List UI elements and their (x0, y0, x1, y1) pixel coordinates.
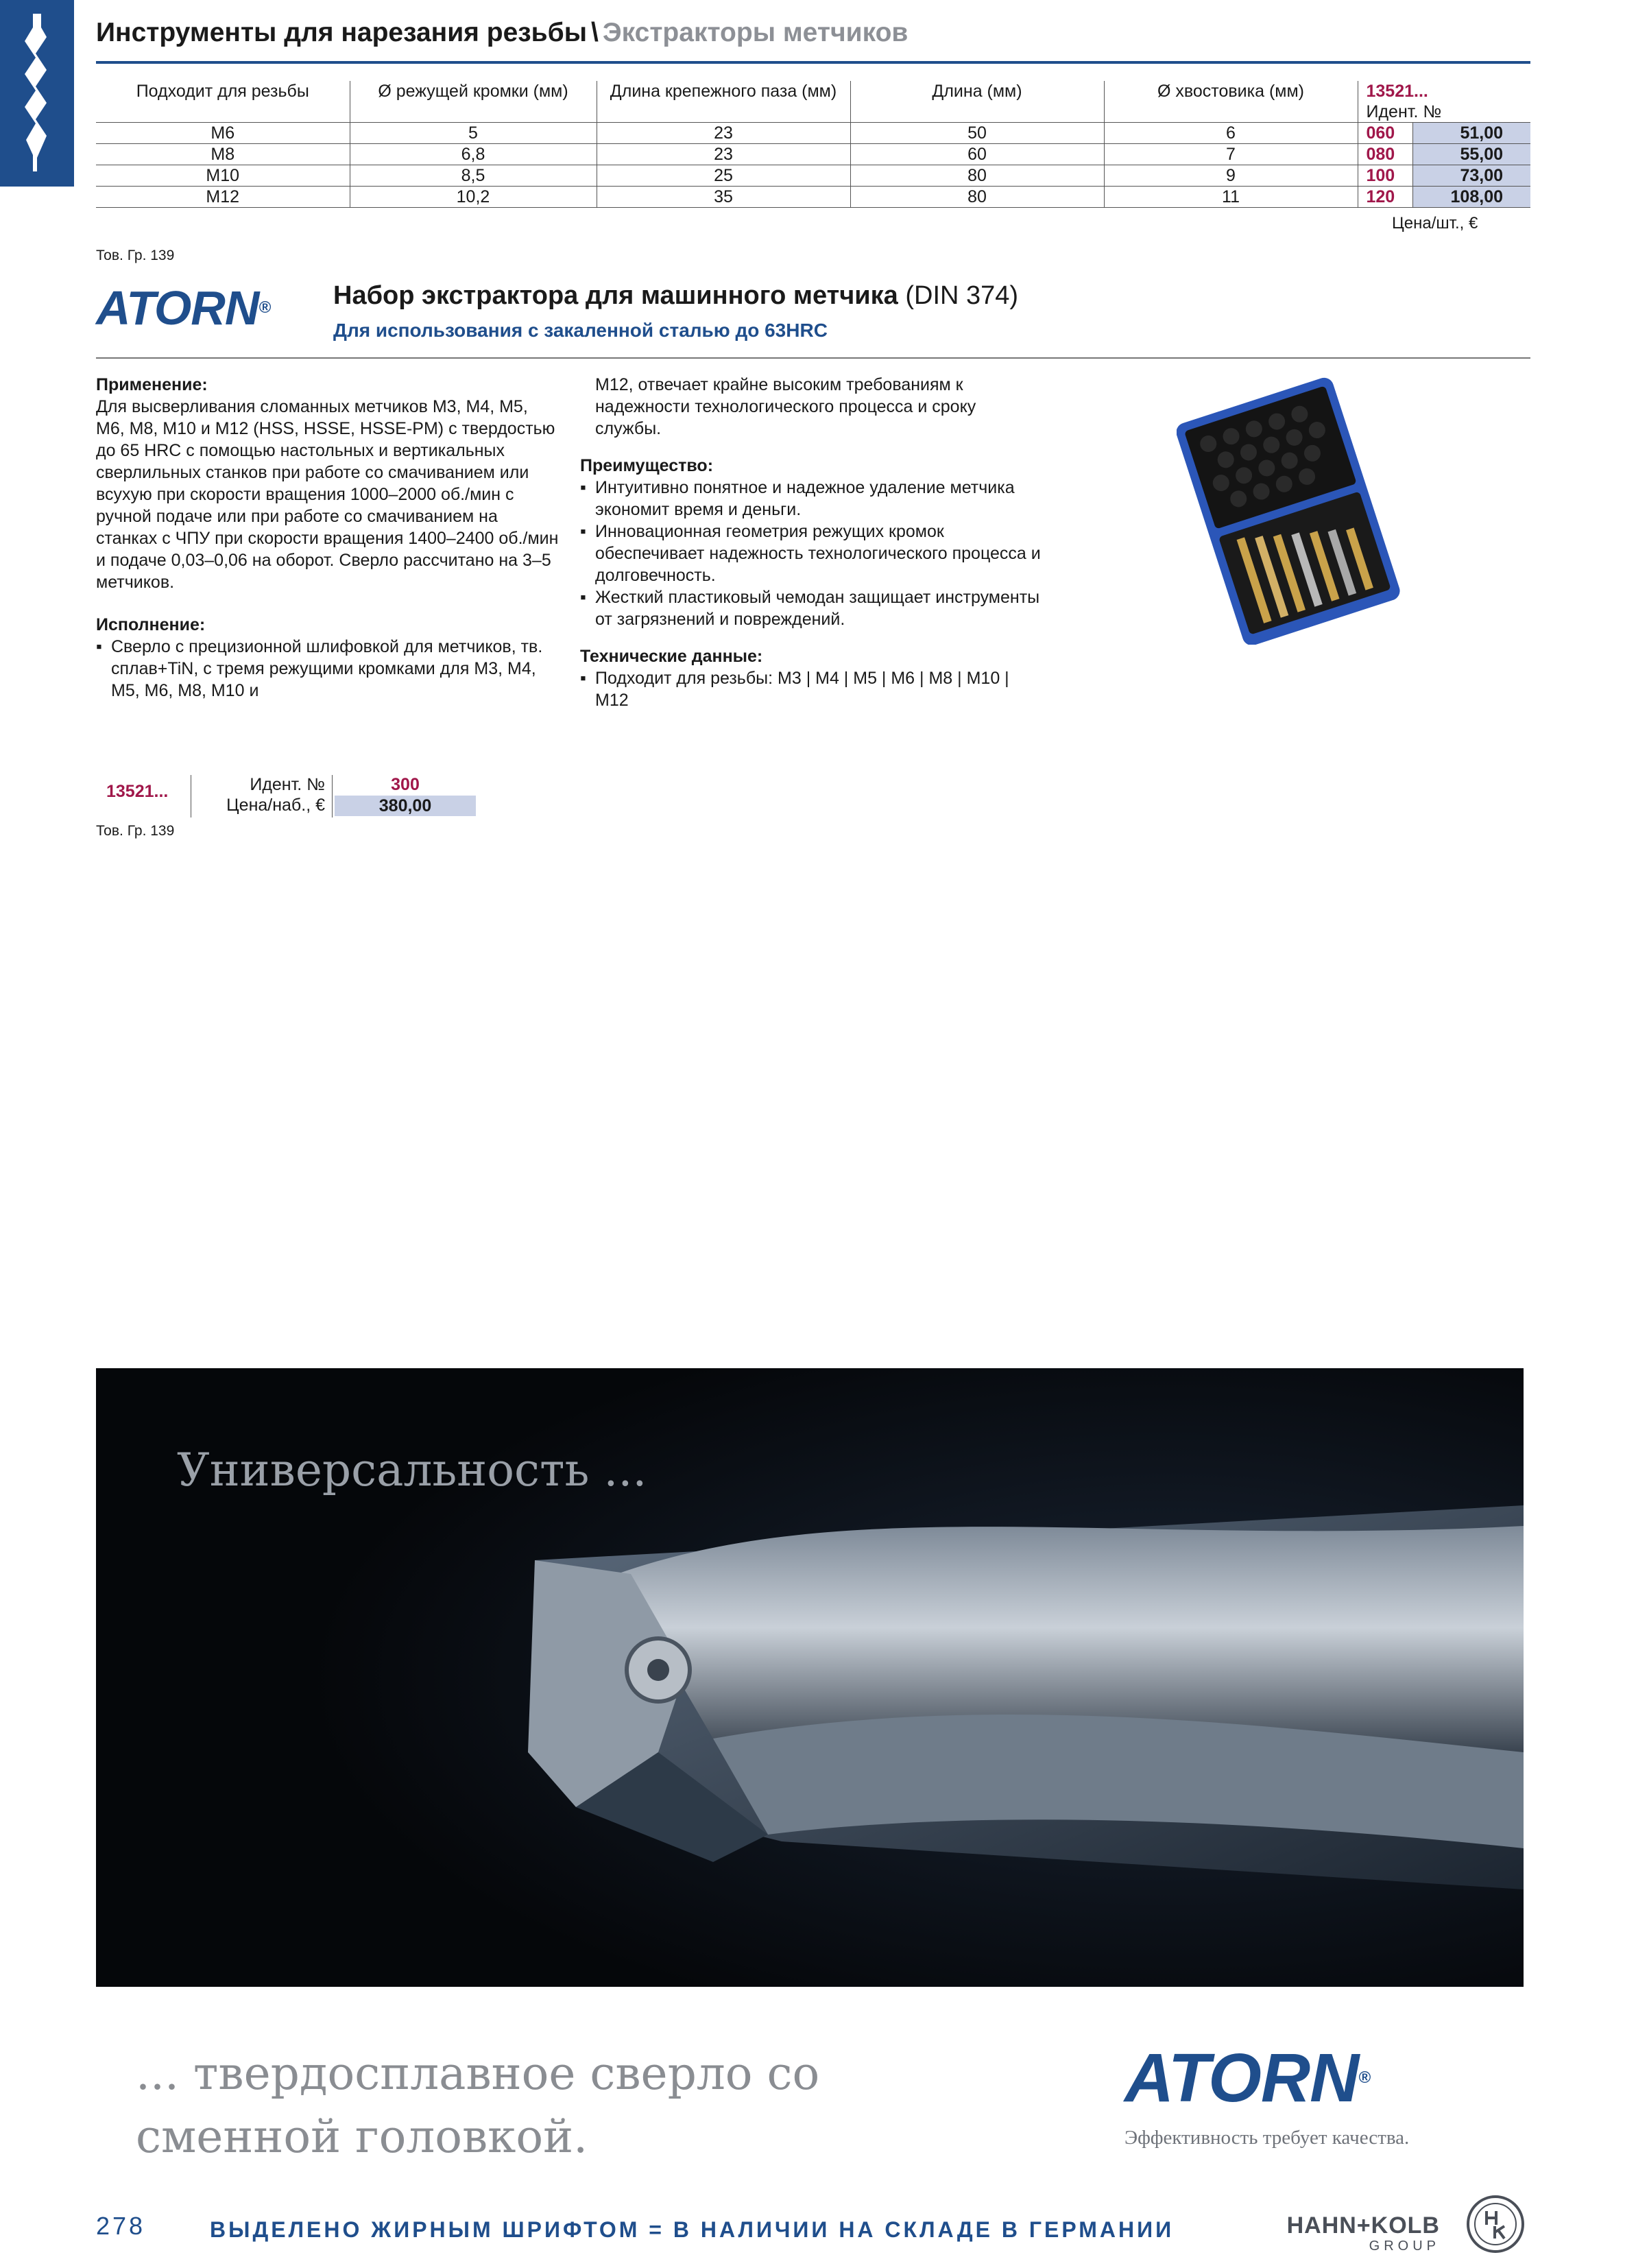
cell-thread: M12 (96, 187, 350, 208)
tech-list (580, 667, 1046, 711)
product-title-main: Набор экстрактора для машинного метчика (333, 281, 898, 310)
brand-name: ATORN (96, 281, 259, 335)
order-price-value: 380,00 (335, 796, 476, 816)
product-rule (96, 357, 1530, 359)
header-rule (96, 61, 1530, 64)
header-title: Инструменты для нарезания резьбы (96, 18, 588, 47)
header-subtitle: Экстракторы метчиков (602, 18, 909, 47)
col-header-thread: Подходит для резьбы (136, 82, 309, 101)
tech-heading: Технические данные: (580, 647, 763, 666)
spec-table (96, 81, 1530, 208)
cell-cut-diameter: 5 (350, 123, 597, 144)
cell-length: 60 (850, 144, 1104, 165)
cell-length: 80 (850, 165, 1104, 187)
price-unit-label: Цена/шт., € (1392, 214, 1478, 232)
atorn-logo (1124, 2040, 1370, 2116)
cell-shank-diameter: 9 (1104, 165, 1358, 187)
cell-thread: M10 (96, 165, 350, 187)
advert-tagline: ... твердосплавное сверло со сменной головкой. (136, 2047, 820, 2163)
cell-shank-diameter: 7 (1104, 144, 1358, 165)
drill-icon (15, 14, 59, 171)
advantage-heading: Преимущество: (580, 456, 714, 475)
stock-note: ВЫДЕЛЕНО ЖИРНЫМ ШРИФТОМ = В НАЛИЧИИ НА СКЛАДЕ В ГЕРМАНИИ (210, 2217, 1175, 2242)
hahn-kolb-logo-icon (1466, 2195, 1525, 2254)
cell-shank-diameter: 11 (1104, 187, 1358, 208)
product-group-label: Тов. Гр. 139 (96, 823, 175, 839)
cell-ident: 060 (1358, 123, 1412, 144)
table-row (96, 187, 1530, 208)
order-price-label: Цена/наб., € (226, 796, 325, 815)
col-header-cut-diameter: Ø режущей кромки (мм) (350, 81, 597, 123)
cell-price: 51,00 (1412, 123, 1530, 144)
brand-registered-mark: ® (258, 298, 271, 317)
tech-item: ▪ Подходит для резьбы: M3 | M4 | M5 | M6 | M8 | M10 | M12 (580, 667, 1046, 711)
description-column-1 (96, 374, 559, 702)
table-row (96, 165, 1530, 187)
cell-slot-length: 23 (597, 144, 850, 165)
advert-headline: Универсальность ... (177, 1444, 647, 1496)
cell-slot-length: 35 (597, 187, 850, 208)
cell-ident: 080 (1358, 144, 1412, 165)
col-header-code (1358, 81, 1530, 123)
application-text: Для высверливания сломанных метчиков M3, M4, M5, M6, M8, M10 и M12 (HSS, HSSE, HSSE-PM) с твердостью до 65 HRC с помощью настольных и вертикальных сверлильных станков при работе со смачиванием или всухую при скорости вращения 1000–2000 об./мин с ручной подаче или при работе со смачиванием на станках с ЧПУ при скорости вращения 1400–2400 об./мин и подаче 0,03–0,06 на оборот. Сверло рассчитано на 3–5 метчиков. (96, 397, 559, 592)
advantage-list (580, 477, 1046, 630)
order-ident-value: 300 (391, 775, 420, 794)
description-column-2 (580, 374, 1046, 711)
article-code: 13521... (1366, 82, 1428, 101)
cell-shank-diameter: 6 (1104, 123, 1358, 144)
cell-cut-diameter: 10,2 (350, 187, 597, 208)
company-name: HAHN+KOLB (1286, 2212, 1440, 2239)
cell-length: 80 (850, 187, 1104, 208)
product-group-label: Тов. Гр. 139 (96, 248, 175, 263)
execution-heading: Исполнение: (96, 615, 206, 634)
application-heading: Применение: (96, 375, 208, 394)
header-separator: \ (591, 18, 599, 47)
cell-thread: M6 (96, 123, 350, 144)
order-value-divider (332, 775, 333, 817)
cell-price: 55,00 (1412, 144, 1530, 165)
company-group: GROUP (1369, 2239, 1440, 2254)
cell-slot-length: 23 (597, 123, 850, 144)
brand-name: ATORN (1124, 2040, 1359, 2116)
cell-cut-diameter: 6,8 (350, 144, 597, 165)
col-header-length: Длина (мм) (850, 81, 1104, 123)
execution-item: ▪ Сверло с прецизионной шлифовкой для метчиков, тв. сплав+TiN, с тремя режущими кромками для M3, M4, M5, M6, M8, M10 и (96, 636, 559, 702)
extractor-kit-image (1177, 363, 1423, 645)
brand-slogan: Эффективность требует качества. (1124, 2127, 1410, 2149)
page-number: 278 (96, 2212, 146, 2240)
cell-cut-diameter: 8,5 (350, 165, 597, 187)
advantage-item: ▪ Жесткий пластиковый чемодан защищает инструменты от загрязнений и повреждений. (580, 586, 1046, 630)
cell-ident: 120 (1358, 187, 1412, 208)
cell-length: 50 (850, 123, 1104, 144)
section-tab (0, 0, 74, 187)
product-title (333, 281, 1018, 311)
execution-list (96, 636, 559, 702)
page-header (96, 18, 908, 48)
advantage-item: ▪ Инновационная геометрия режущих кромок обеспечивает надежность технологического процесса и долговечность. (580, 521, 1046, 586)
product-subtitle: Для использования с закаленной сталью до 63HRC (333, 320, 828, 341)
col-header-shank-diameter: Ø хвостовика (мм) (1104, 81, 1358, 123)
product-title-standard: (DIN 374) (905, 281, 1019, 310)
execution-continuation: M12, отвечает крайне высоким требованиям к надежности технологического процесса и сроку службы. (595, 375, 976, 438)
ident-label: Идент. № (1366, 102, 1442, 121)
table-row (96, 123, 1530, 144)
cell-slot-length: 25 (597, 165, 850, 187)
atorn-logo (96, 281, 271, 335)
cell-ident: 100 (1358, 165, 1412, 187)
advantage-item: ▪ Интуитивно понятное и надежное удаление метчика экономит время и деньги. (580, 477, 1046, 521)
table-row (96, 144, 1530, 165)
brand-registered-mark: ® (1358, 2068, 1370, 2087)
cell-thread: M8 (96, 144, 350, 165)
cell-price: 73,00 (1412, 165, 1530, 187)
cell-price: 108,00 (1412, 187, 1530, 208)
order-ident-label: Идент. № (250, 775, 325, 794)
col-header-slot-length: Длина крепежного паза (мм) (597, 81, 850, 123)
order-article-code: 13521... (106, 782, 169, 801)
